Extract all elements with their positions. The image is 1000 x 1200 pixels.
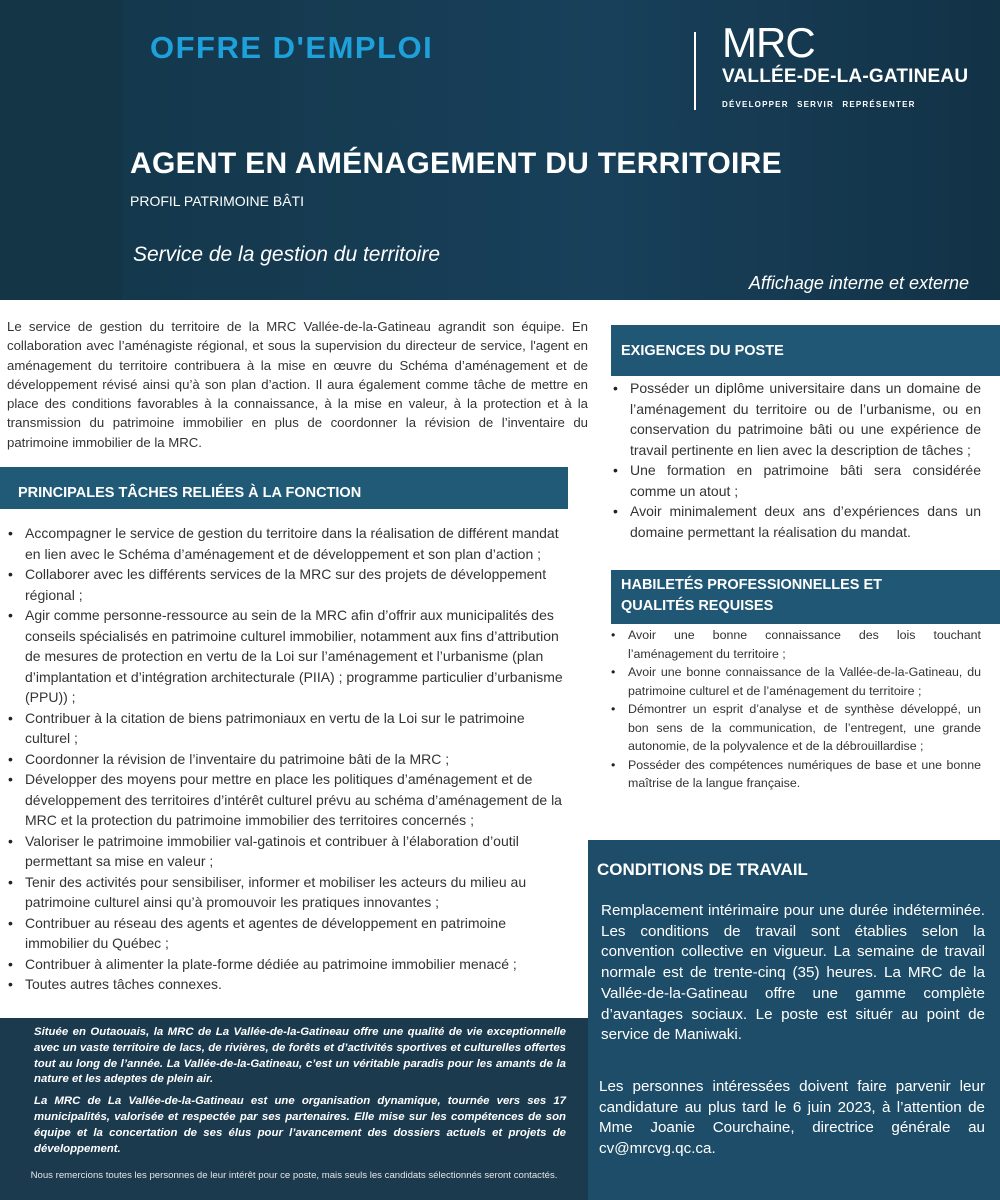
habiletes-list [611, 626, 981, 793]
list-item: • Valoriser le patrimoine immobilier val-gatinois et contribuer à l’élaboration d’outil permettant sa mise en valeur ; [8, 831, 564, 872]
mrc-logo-name: VALLÉE-DE-LA-GATINEAU [722, 66, 969, 87]
exigences-list [613, 378, 981, 542]
list-item: • Développer des moyens pour mettre en place les politiques d’aménagement et de développement des territoires d’intérêt culturel prévu au schéma d’aménagement de la MRC et la protection du patrimoine immobilier des territoires concernés ; [8, 769, 564, 831]
offre-emploi-label: OFFRE D'EMPLOI [150, 30, 434, 65]
list-item: • Toutes autres tâches connexes. [8, 974, 564, 995]
affichage-label: Affichage interne et externe [748, 273, 969, 293]
list-item: • Démontrer un esprit d’analyse et de synthèse développé, un bon sens de la communication, de l’entregent, une grande autonomie, de la polyvalence et de la débrouillardise ; [611, 700, 981, 756]
mrc-logo-tagline: DÉVELOPPER SERVIR REPRÉSENTER [722, 100, 916, 109]
habiletes-heading-line2: QUALITÉS REQUISES [621, 598, 774, 614]
candidature-paragraph: Les personnes intéressées doivent faire parvenir leur candidature au plus tard le 6 juin 2023, à l’attention de Mme Joanie Courchaine, directrice générale au cv@mrcvg.qc.ca. [599, 1078, 985, 1158]
service-name: Service de la gestion du territoire [133, 243, 440, 266]
list-item: • Agir comme personne-ressource au sein de la MRC afin d’offrir aux municipalités des conseils spécialisés en patrimoine culturel immobilier, notamment aux fins d’attribution de mesures de protection en vertu de la Loi sur l’aménagement et l’urbanisme (plan d’implantation et d’intégration architecturale (PIIA) ; programme particulier d’urbanisme (PPU)) ; [8, 605, 564, 708]
list-item: • Collaborer avec les différents services de la MRC sur des projets de développement régional ; [8, 564, 564, 605]
conditions-paragraph: Remplacement intérimaire pour une durée indéterminée. Les conditions de travail sont établies selon la convention collective en vigueur. La semaine de travail normale est de trente-cinq (35) heures. La MRC de la Vallée-de-la-Gatineau offre une gamme complète d’avantages sociaux. Le poste est situér au point de service de Maniwaki. [601, 902, 985, 1044]
region-text [34, 1025, 566, 1163]
logo-divider [694, 32, 696, 110]
list-item: • Posséder des compétences numériques de base et une bonne maîtrise de la langue française. [611, 756, 981, 793]
list-item: • Contribuer à alimenter la plate-forme dédiée au patrimoine immobilier menacé ; [8, 954, 564, 975]
list-item: • Tenir des activités pour sensibiliser, informer et mobiliser les acteurs du milieu au patrimoine culturel ainsi qu’à promouvoir les pratiques innovantes ; [8, 872, 564, 913]
region-paragraph-1: Située en Outaouais, la MRC de La Vallée-de-la-Gatineau offre une qualité de vie exceptionnelle avec un vaste territoire de lacs, de rivières, de forêts et d’activités sportives et culturelles offertes tout au long de l’année. La Vallée-de-la-Gatineau, c’est un véritable paradis pour les amants de la nature et les adeptes de plein air. [34, 1026, 566, 1086]
list-item: • Une formation en patrimoine bâti sera considérée comme un atout ; [613, 460, 981, 501]
habiletes-heading-line1: HABILETÉS PROFESSIONNELLES ET [621, 577, 883, 593]
job-subtitle: PROFIL PATRIMOINE BÂTI [130, 193, 304, 209]
habiletes-heading [611, 570, 1000, 624]
exigences-heading: EXIGENCES DU POSTE [611, 325, 1000, 376]
list-item: • Accompagner le service de gestion du territoire dans la réalisation de différent mandat en lien avec le Schéma d’aménagement et de développement et son plan d’action ; [8, 523, 564, 564]
taches-list [8, 523, 564, 995]
job-title: AGENT EN AMÉNAGEMENT DU TERRITOIRE [130, 147, 782, 180]
list-item: • Avoir minimalement deux ans d’expériences dans un domaine permettant la réalisation du mandat. [613, 501, 981, 542]
list-item: • Contribuer à la citation de biens patrimoniaux en vertu de la Loi sur le patrimoine culturel ; [8, 708, 564, 749]
mrc-logo: MRC [722, 19, 815, 66]
list-item: • Coordonner la révision de l’inventaire du patrimoine bâti de la MRC ; [8, 749, 564, 770]
list-item: • Contribuer au réseau des agents et agentes de développement en patrimoine immobilier du Québec ; [8, 913, 564, 954]
list-item: • Avoir une bonne connaissance de la Vallée-de-la-Gatineau, du patrimoine culturel et de l’aménagement du territoire ; [611, 663, 981, 700]
header-left-band [0, 0, 122, 300]
remerciement-note: Nous remercions toutes les personnes de leur intérêt pour ce poste, mais seuls les candidats sélectionnés seront contactés. [30, 1170, 558, 1181]
intro-paragraph: Le service de gestion du territoire de la MRC Vallée-de-la-Gatineau agrandit son équipe. En collaboration avec l’aménagiste régional, et sous la supervision du directeur de service, l'agent en aménagement du territoire contribuera à la mise en œuvre du Schéma d’aménagement et de développement révisé ainsi qu’à son plan d’action. Il aura également comme tâche de mettre en place des conditions favorables à la connaissance, à la mise en valeur, à la protection et à la transmission du patrimoine immobilier en plus de coordonner la révision de l’inventaire du patrimoine immobilier de la MRC. [7, 319, 588, 450]
list-item: • Posséder un diplôme universitaire dans un domaine de l’aménagement du territoire ou de l’urbanisme, ou en conservation du patrimoine bâti ou une expérience de travail pertinente en lien avec la description de tâches ; [613, 378, 981, 460]
region-paragraph-2: La MRC de La Vallée-de-la-Gatineau est une organisation dynamique, tournée vers ses 17 municipalités, valorisée et respectée par ses partenaires. Elle mise sur les compétences de son équipe et la concertation de ses élus pour l’avancement des dossiers actuels et projets de développement. [34, 1095, 566, 1155]
taches-heading: PRINCIPALES TÂCHES RELIÉES À LA FONCTION [0, 467, 568, 509]
list-item: • Avoir une bonne connaissance des lois touchant l’aménagement du territoire ; [611, 626, 981, 663]
conditions-heading: CONDITIONS DE TRAVAIL [597, 860, 808, 879]
